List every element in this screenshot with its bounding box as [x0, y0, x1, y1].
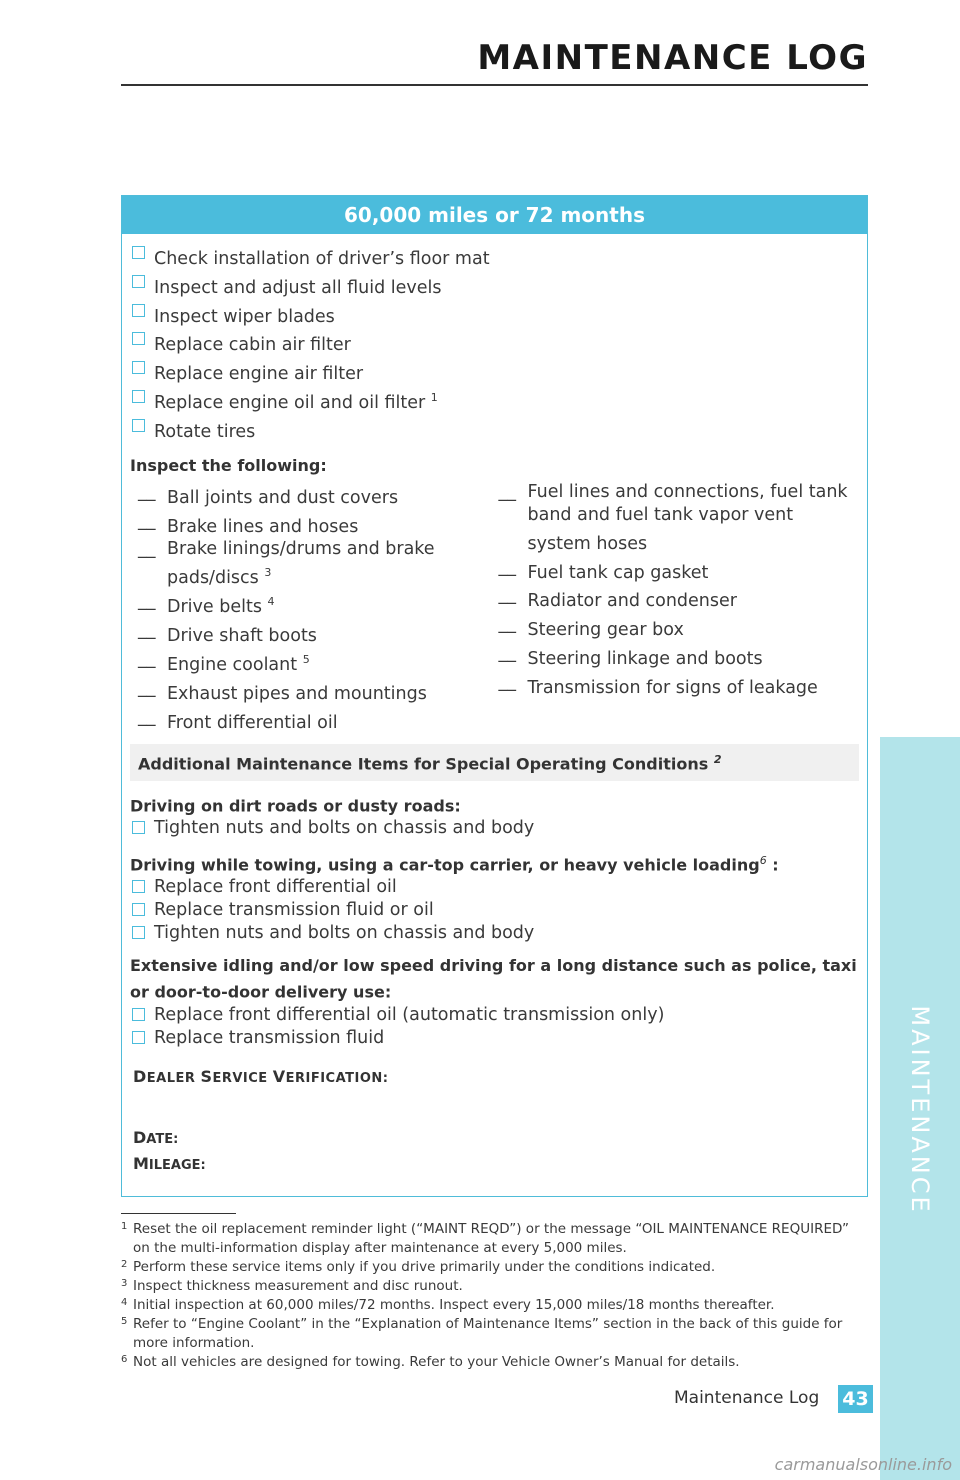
inspect-heading: Inspect the following: [130, 455, 327, 475]
inspect-item [138, 677, 499, 706]
inspect-item [499, 556, 860, 585]
condition-item [130, 899, 859, 922]
side-tab-label [898, 1000, 942, 1220]
box-body [122, 234, 867, 1050]
checklist-item [130, 415, 859, 444]
blank-line[interactable]: __ [498, 481, 516, 502]
condition-item [130, 817, 859, 840]
special-conditions [130, 791, 859, 1050]
checklist-item-text: Inspect wiper blades [154, 306, 335, 327]
special-heading-text: Additional Maintenance Items for Special Operating Conditions [138, 754, 714, 774]
checkbox-icon[interactable] [132, 275, 145, 288]
inspect-item-text: Brake lines and hoses [167, 516, 359, 537]
footnote [121, 1296, 861, 1315]
inspect-item [138, 510, 499, 539]
checklist-item-text: Replace transmission fluid or oil [154, 900, 434, 921]
condition-block [130, 955, 859, 1049]
footnote-text: Refer to “Engine Coolant” in the “Explanation of Maintenance Items” section in the back of this guide for more information. [133, 1316, 843, 1351]
condition-heading-text: Driving while towing, using a car-top carrier, or heavy vehicle loading [130, 855, 760, 875]
inspect-list-right [499, 481, 860, 735]
inspect-item [499, 584, 860, 613]
checkbox-icon[interactable] [132, 821, 145, 834]
checkbox-icon[interactable] [132, 246, 145, 259]
condition-item [130, 922, 859, 945]
condition-block [130, 791, 859, 840]
mileage-label-part: M [133, 1154, 149, 1173]
service-checklist [130, 242, 859, 444]
dealer-label-part: V [272, 1067, 286, 1086]
condition-heading [130, 850, 859, 876]
inspect-item [499, 642, 860, 671]
footnote-ref: 5 [302, 652, 310, 666]
checklist-item-text: Tighten nuts and bolts on chassis and body [154, 818, 535, 839]
inspect-list-left [138, 481, 499, 735]
checklist-item [130, 242, 859, 271]
blank-line[interactable]: __ [138, 677, 156, 698]
footnote-number: 3 [121, 1278, 128, 1289]
blank-line[interactable]: __ [138, 591, 156, 612]
checkbox-icon[interactable] [132, 880, 145, 893]
checklist-item-text: Replace engine oil and oil filter [154, 392, 431, 413]
checkbox-icon[interactable] [132, 332, 145, 345]
checklist-item-text: Replace engine air filter [154, 364, 364, 385]
dealer-verification-label [133, 1067, 388, 1086]
checklist-item [130, 386, 859, 415]
special-heading-footnote-ref: 2 [713, 753, 722, 767]
checkbox-icon[interactable] [132, 1031, 145, 1044]
checklist-item-text: Replace front differential oil [154, 877, 397, 898]
footnote-ref: 6 [759, 854, 767, 868]
footnote-text: Inspect thickness measurement and disc runout. [133, 1278, 463, 1294]
watermark-text: carmanualsonline.info [774, 1455, 952, 1474]
footnote-ref: 1 [430, 391, 438, 405]
footnote-ref: 4 [267, 595, 275, 609]
footnote-ref: 3 [264, 566, 272, 580]
footnote-text: Perform these service items only if you drive primarily under the conditions indicated. [133, 1259, 716, 1275]
maintenance-schedule-box [121, 195, 868, 1197]
condition-heading-text: Driving on dirt roads or dusty roads: [130, 796, 461, 816]
blank-line[interactable]: __ [498, 556, 516, 577]
checkbox-icon[interactable] [132, 926, 145, 939]
inspect-item-text: Front differential oil [167, 712, 338, 733]
blank-line[interactable]: __ [498, 643, 516, 664]
inspect-item [138, 648, 499, 677]
inspect-item-text: Ball joints and dust covers [167, 487, 399, 508]
date-label-part: D [133, 1128, 147, 1147]
title-divider [121, 84, 868, 86]
inspect-item-text: Brake linings/drums and brake pads/discs [167, 539, 435, 589]
dealer-label-part: D [133, 1067, 147, 1086]
footnote-number: 4 [121, 1297, 128, 1308]
inspect-item [499, 613, 860, 642]
blank-line[interactable]: __ [498, 585, 516, 606]
inspect-item-text: Radiator and condenser [527, 591, 737, 612]
condition-block [130, 850, 859, 945]
blank-line[interactable]: __ [498, 671, 516, 692]
condition-item [130, 1004, 859, 1027]
inspect-item [499, 671, 860, 700]
checklist-item-text: Replace front differential oil (automatic transmission only) [154, 1004, 665, 1025]
footnotes [121, 1220, 861, 1372]
checklist-item-text: Replace transmission fluid [154, 1027, 385, 1048]
inspect-item-text: Fuel lines and connections, fuel tank band and fuel tank vapor vent system hoses [527, 481, 848, 554]
checklist-item-text: Rotate tires [154, 421, 256, 442]
footnote [121, 1277, 861, 1296]
inspect-item [138, 590, 499, 619]
condition-heading-text: Extensive idling and/or low speed driving for a long distance such as police, taxi or door-to-door delivery use: [130, 956, 857, 1002]
inspect-item-text: Fuel tank cap gasket [527, 562, 709, 583]
condition-heading [130, 791, 859, 817]
footnote [121, 1220, 861, 1258]
inspect-item-text: Transmission for signs of leakage [527, 677, 818, 698]
footnote-number: 1 [121, 1221, 128, 1232]
blank-line[interactable]: __ [138, 706, 156, 727]
mileage-label-part: ILEAGE: [148, 1158, 206, 1173]
interval-header: 60,000 miles or 72 months [122, 196, 867, 234]
inspect-item-text: Exhaust pipes and mountings [167, 683, 427, 704]
inspect-item [138, 619, 499, 648]
date-label [133, 1128, 178, 1147]
checklist-item [130, 357, 859, 386]
inspect-item [138, 706, 499, 735]
blank-line[interactable]: __ [498, 614, 516, 635]
checklist-item-text: Replace cabin air filter [154, 335, 351, 356]
checkbox-icon[interactable] [132, 390, 145, 403]
footnote-number: 2 [121, 1259, 128, 1270]
checklist-item [130, 271, 859, 300]
special-conditions-heading [130, 744, 859, 780]
footnote [121, 1353, 861, 1372]
footnote [121, 1315, 861, 1353]
checklist-item-text: Check installation of driver’s floor mat [154, 248, 490, 269]
inspect-item-text: Steering gear box [527, 620, 684, 641]
footnote-divider [121, 1213, 236, 1214]
blank-line[interactable]: __ [138, 620, 156, 641]
page-number: 43 [838, 1385, 873, 1413]
inspect-item [499, 481, 860, 556]
inspect-item-text: Engine coolant [167, 654, 303, 675]
blank-line[interactable]: __ [138, 648, 156, 669]
dealer-label-part: ERVICE [212, 1071, 273, 1086]
footnote [121, 1258, 861, 1277]
condition-heading-tail: : [766, 855, 779, 875]
blank-line[interactable]: __ [138, 481, 156, 502]
checkbox-icon[interactable] [132, 1008, 145, 1021]
date-label-part: ATE: [146, 1132, 179, 1147]
blank-line[interactable]: __ [138, 510, 156, 531]
page-title: MAINTENANCE LOG [477, 38, 868, 78]
blank-line[interactable]: __ [138, 539, 156, 560]
inspect-item [138, 481, 499, 510]
checklist-item [130, 328, 859, 357]
inspect-item-text: Drive belts [167, 597, 268, 618]
checkbox-icon[interactable] [132, 361, 145, 374]
checklist-item [130, 300, 859, 329]
condition-item [130, 876, 859, 899]
checklist-item-text: Inspect and adjust all fluid levels [154, 277, 442, 298]
footnote-number: 5 [121, 1316, 128, 1327]
dealer-label-part: ERIFICATION: [285, 1071, 389, 1086]
footnote-text: Reset the oil replacement reminder light (“MAINT REQD”) or the message “OIL MAINTENANCE REQUIRED” on the multi-information display after maintenance at every 5,000 miles. [133, 1221, 850, 1256]
side-tab-text: MAINTENANCE [906, 1005, 934, 1215]
checklist-item-text: Tighten nuts and bolts on chassis and body [154, 923, 535, 944]
footnote-number: 6 [121, 1354, 128, 1365]
checkbox-icon[interactable] [132, 903, 145, 916]
inspect-columns [130, 481, 859, 735]
condition-item [130, 1027, 859, 1050]
inspect-item-text: Drive shaft boots [167, 625, 317, 646]
footer-section-label: Maintenance Log [674, 1388, 820, 1408]
checkbox-icon[interactable] [132, 419, 145, 432]
inspect-item [138, 538, 499, 590]
mileage-label [133, 1154, 206, 1173]
dealer-label-part: EALER [146, 1071, 201, 1086]
condition-heading [130, 955, 859, 1003]
checkbox-icon[interactable] [132, 304, 145, 317]
dealer-label-part: S [200, 1067, 213, 1086]
footnote-text: Initial inspection at 60,000 miles/72 months. Inspect every 15,000 miles/18 months thereafter. [133, 1297, 775, 1313]
inspect-item-text: Steering linkage and boots [527, 648, 763, 669]
footnote-text: Not all vehicles are designed for towing. Refer to your Vehicle Owner’s Manual for details. [133, 1354, 740, 1370]
